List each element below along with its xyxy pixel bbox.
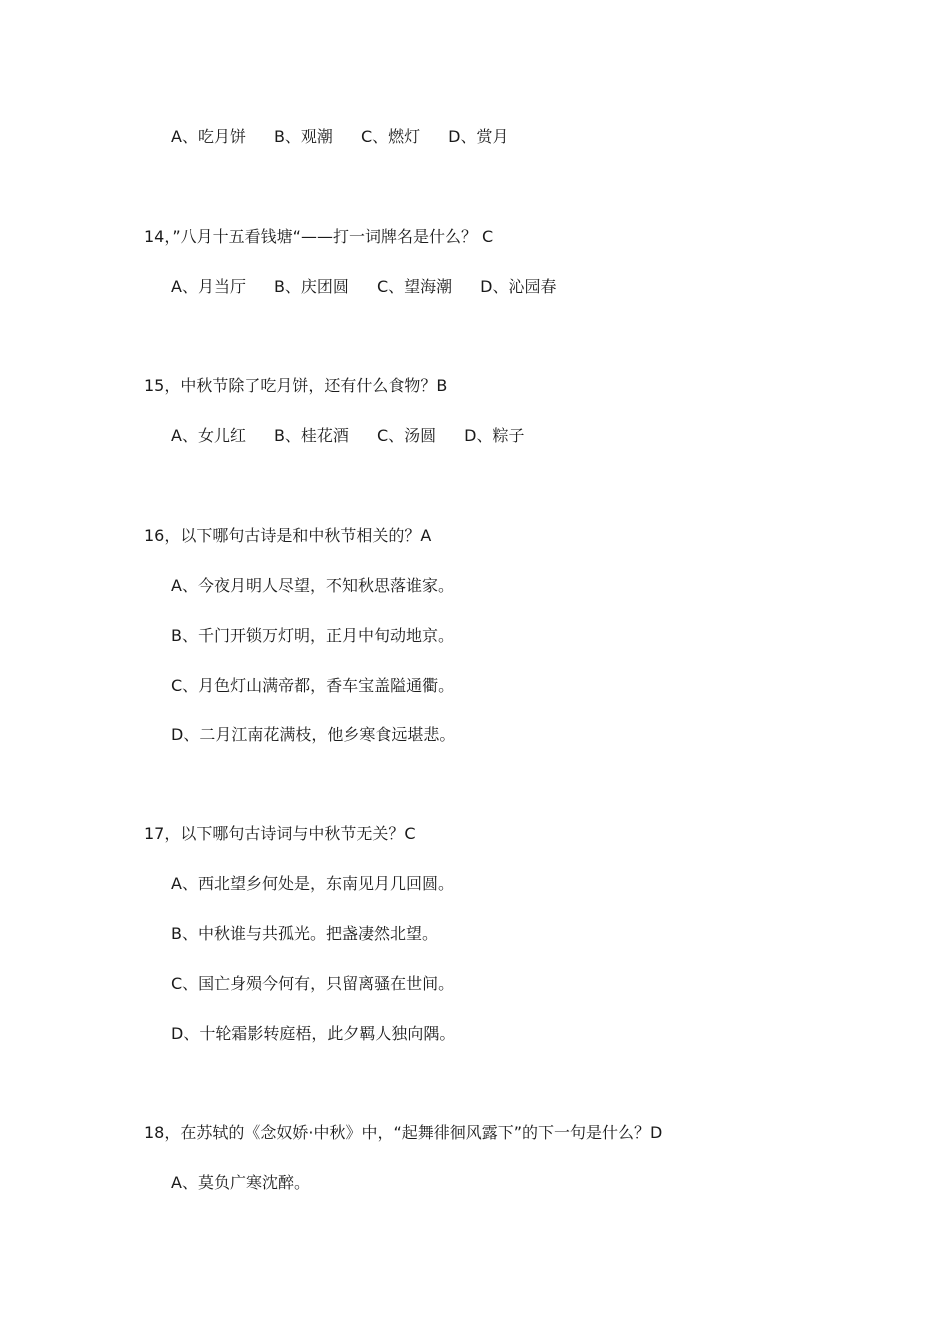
q15-option-c: C、汤圆 (376, 426, 437, 445)
q14-option-a: A、月当厅 (171, 277, 246, 296)
q14-option-b: B、庆团圆 (273, 277, 349, 296)
q14-question: 14，”八月十五看钱塘“——打一词牌名是什么？ C (144, 227, 494, 246)
q17-option-c: C、国亡身殒今何有，只留离骚在世间。 (171, 974, 455, 993)
q16-option-d: D、二月江南花满枝，他乡寒食远堪悲。 (171, 725, 456, 744)
q18-option-a: A、莫负广寒沈醉。 (171, 1173, 310, 1192)
q16-option-b: B、千门开锁万灯明，正月中旬动地京。 (171, 626, 454, 645)
q14-option-d: D、沁园春 (480, 277, 557, 296)
q17-option-b: B、中秋谁与共孤光。把盏凄然北望。 (171, 924, 438, 943)
q15-options (171, 426, 524, 446)
q13-option-b: B、观潮 (273, 127, 333, 146)
q14-option-c: C、望海潮 (376, 277, 453, 296)
q13-option-d: D、赏月 (448, 127, 509, 146)
q15-option-d: D、粽子 (464, 426, 525, 445)
q15-question: 15，中秋节除了吃月饼，还有什么食物？B (144, 376, 448, 395)
q18-question: 18，在苏轼的《念奴娇·中秋》中，“起舞徘徊风露下”的下一句是什么？D (144, 1123, 663, 1142)
q17-option-d: D、十轮霜影转庭梧，此夕羁人独向隅。 (171, 1024, 456, 1043)
q16-option-c: C、月色灯山满帝都，香车宝盖隘通衢。 (171, 676, 455, 695)
q15-option-b: B、桂花酒 (273, 426, 349, 445)
q14-options (171, 277, 556, 297)
q13-options (171, 127, 508, 147)
q17-option-a: A、西北望乡何处是，东南见月几回圆。 (171, 874, 454, 893)
q13-option-c: C、燃灯 (360, 127, 421, 146)
q17-question: 17，以下哪句古诗词与中秋节无关？C (144, 824, 416, 843)
q16-question: 16，以下哪句古诗是和中秋节相关的？A (144, 526, 432, 545)
q16-option-a: A、今夜月明人尽望，不知秋思落谁家。 (171, 576, 454, 595)
q15-option-a: A、女儿红 (171, 426, 246, 445)
q13-option-a: A、吃月饼 (171, 127, 246, 146)
